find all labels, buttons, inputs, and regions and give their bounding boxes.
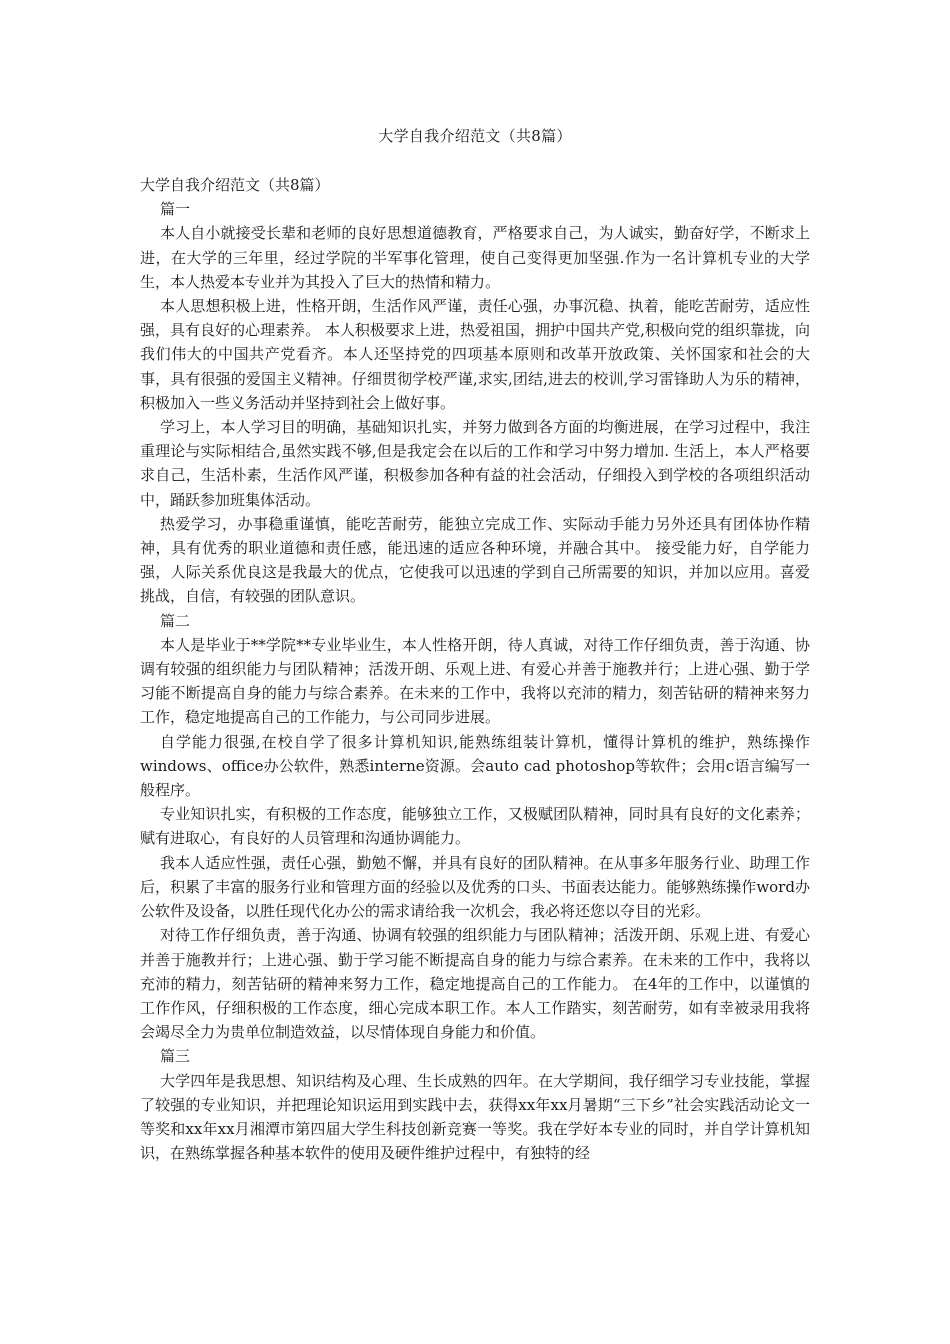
paragraph: 对待工作仔细负责，善于沟通、协调有较强的组织能力与团队精神；活泼开朗、乐观上进、有爱心并善于施教并行；上进心强、勤于学习能不断提高自身的能力与综合素养。在未来的工作中，我将以充沛的精力，刻苦钻研的精神来努力工作，稳定地提高自己的工作能力。 在4年的工作中，以谨慎的工作作风，仔细积极的工作态度，细心完成本职工作。本人工作踏实，刻苦耐劳，如有幸被录用我将会竭尽全力为贵单位制造效益，以尽情体现自身能力和价值。 xyxy=(140,926,810,1042)
section-heading: 篇一 xyxy=(160,200,191,219)
paragraph: 本人自小就接受长辈和老师的良好思想道德教育，严格要求自己，为人诚实，勤奋好学，不断求上进，在大学的三年里，经过学院的半军事化管理，使自己变得更加坚强.作为一名计算机专业的大学生，本人热爱本专业并为其投入了巨大的热情和精力。 xyxy=(140,224,810,291)
paragraph: 热爱学习，办事稳重谨慎，能吃苦耐劳，能独立完成工作、实际动手能力另外还具有团体协作精神，具有优秀的职业道德和责任感，能迅速的适应各种环境，并融合其中。 接受能力好，自学能力强，人际关系优良这是我最大的优点，它使我可以迅速的学到自己所需要的知识，并加以应用。喜爱挑战，自信，有较强的团队意识。 xyxy=(140,514,810,606)
paragraph: 本人思想积极上进，性格开朗，生活作风严谨，责任心强，办事沉稳、执着，能吃苦耐劳，适应性强，具有良好的心理素养。 本人积极要求上进，热爱祖国，拥护中国共产党,积极向党的组织靠拢，向我们伟大的中国共产党看齐。本人还坚持党的四项基本原则和改革开放政策、关怀国家和社会的大事，具有很强的爱国主义精神。仔细贯彻学校严谨,求实,团结,进去的校训,学习雷锋助人为乐的精神，积极加入一些义务活动并坚持到社会上做好事。 xyxy=(140,297,810,412)
paragraph: 学习上，本人学习目的明确，基础知识扎实，并努力做到各方面的均衡进展，在学习过程中，我注重理论与实际相结合,虽然实践不够,但是我定会在以后的工作和学习中努力增加. 生活上，本人严格要求自己，生活朴素，生活作风严谨，积极参加各种有益的社会活动，仔细投入到学校的各项组织活动中，踊跃参加班集体活动。 xyxy=(140,418,810,509)
section-1 xyxy=(140,197,810,608)
section-heading: 篇三 xyxy=(160,1047,191,1066)
document-subtitle: 大学自我介绍范文（共8篇） xyxy=(140,176,330,194)
document-title: 大学自我介绍范文（共8篇） xyxy=(378,127,572,145)
paragraph: 专业知识扎实，有积极的工作态度，能够独立工作，又极赋团队精神，同时具有良好的文化素养；赋有进取心，有良好的人员管理和沟通协调能力。 xyxy=(140,805,810,848)
paragraph: 大学四年是我思想、知识结构及心理、生长成熟的四年。在大学期间，我仔细学习专业技能，掌握了较强的专业知识，并把理论知识运用到实践中去，获得xx年xx月暑期“三下乡”社会实践活动论文一等奖和xx年xx月湘潭市第四届大学生科技创新竞赛一等奖。我在学好本专业的同时，并自学计算机知识，在熟练掌握各种基本软件的使用及硬件维护过程中，有独特的经 xyxy=(140,1071,810,1163)
document-body xyxy=(140,173,810,1165)
section-3 xyxy=(140,1044,810,1165)
paragraph: 自学能力很强,在校自学了很多计算机知识,能熟练组装计算机，懂得计算机的维护，熟练操作windows、office办公软件，熟悉interne资源。会auto cad photoshop等软件；会用c语言编写一般程序。 xyxy=(140,732,810,800)
section-heading: 篇二 xyxy=(160,611,191,630)
section-2 xyxy=(140,609,810,1045)
paragraph: 本人是毕业于**学院**专业毕业生，本人性格开朗，待人真诚，对待工作仔细负责，善于沟通、协调有较强的组织能力与团队精神；活泼开朗、乐观上进、有爱心并善于施教并行；上进心强、勤于学习能不断提高自身的能力与综合素养。在未来的工作中，我将以充沛的精力，刻苦钻研的精神来努力工作，稳定地提高自己的工作能力，与公司同步进展。 xyxy=(140,635,810,727)
paragraph: 我本人适应性强，责任心强，勤勉不懈，并具有良好的团队精神。在从事多年服务行业、助理工作后，积累了丰富的服务行业和管理方面的经验以及优秀的口头、书面表达能力。能够熟练操作word办公软件及设备，以胜任现代化办公的需求请给我一次机会，我必将还您以夺目的光彩。 xyxy=(140,853,810,921)
